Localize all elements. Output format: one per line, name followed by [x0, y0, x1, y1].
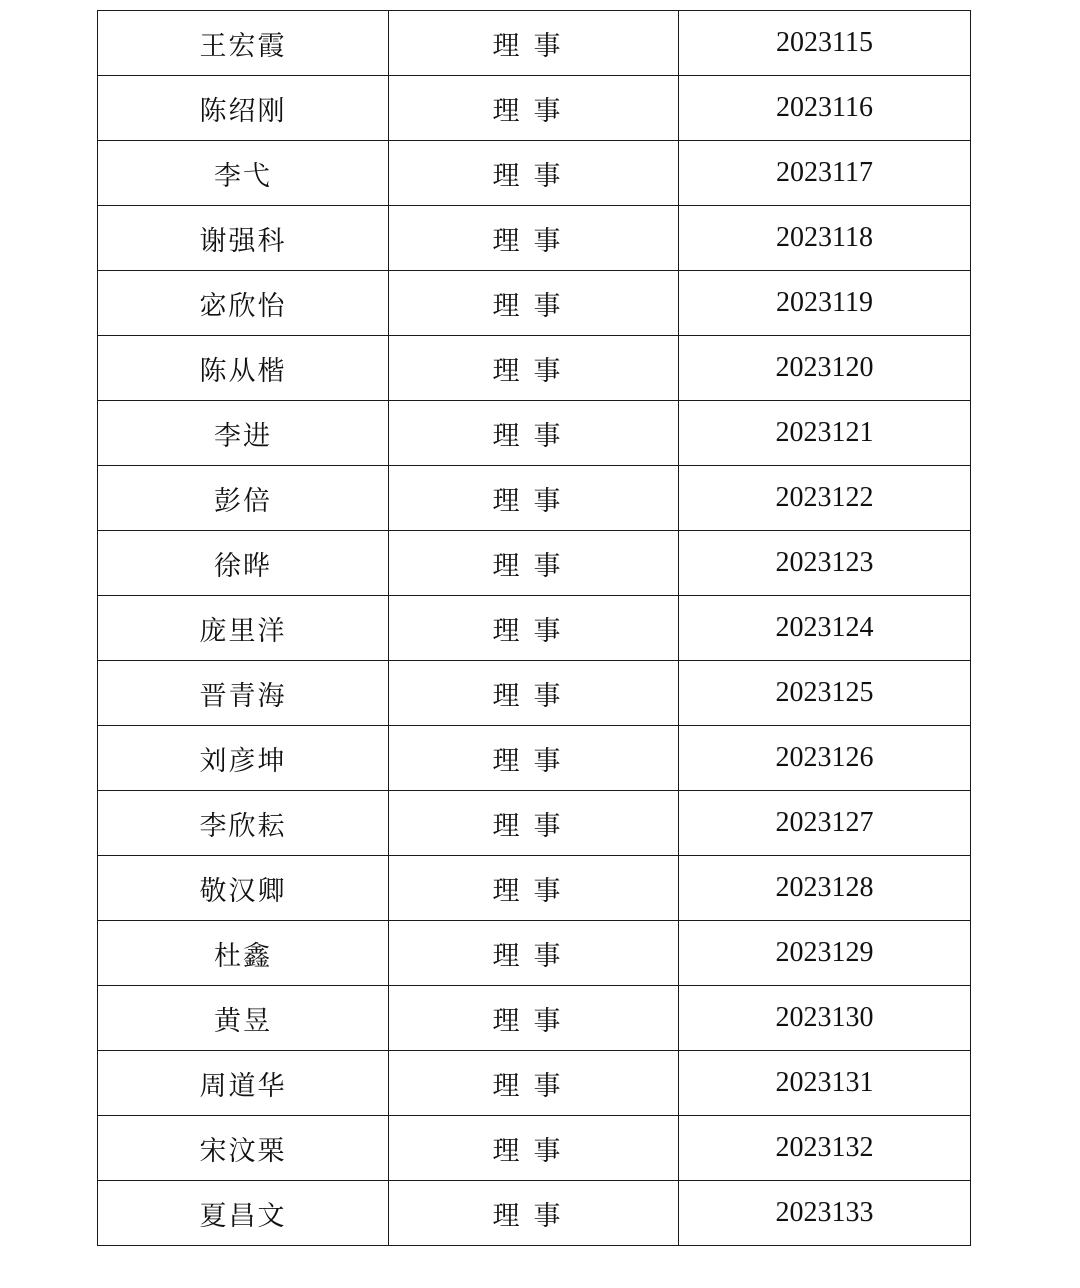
- member-id-cell: 2023125: [679, 661, 971, 726]
- member-name-cell: 夏昌文: [98, 1181, 389, 1246]
- member-id-cell: 2023117: [679, 141, 971, 206]
- member-role-cell: 理事: [389, 401, 679, 466]
- member-role-cell: 理事: [389, 1051, 679, 1116]
- member-id-cell: 2023115: [679, 11, 971, 76]
- member-role-cell: 理事: [389, 11, 679, 76]
- member-name-cell: 周道华: [98, 1051, 389, 1116]
- member-role-cell: 理事: [389, 271, 679, 336]
- member-role-cell: 理事: [389, 531, 679, 596]
- member-name-cell: 彭倍: [98, 466, 389, 531]
- member-name-cell: 宓欣怡: [98, 271, 389, 336]
- table-row: [98, 141, 971, 206]
- member-role-cell: 理事: [389, 921, 679, 986]
- member-name-cell: 黄昱: [98, 986, 389, 1051]
- table-row: [98, 1051, 971, 1116]
- member-id-cell: 2023121: [679, 401, 971, 466]
- table-row: [98, 1181, 971, 1246]
- table-row: [98, 921, 971, 986]
- member-role-cell: 理事: [389, 76, 679, 141]
- member-id-cell: 2023120: [679, 336, 971, 401]
- member-role-cell: 理事: [389, 986, 679, 1051]
- table-row: [98, 791, 971, 856]
- member-role-cell: 理事: [389, 596, 679, 661]
- table-row: [98, 726, 971, 791]
- member-name-cell: 杜鑫: [98, 921, 389, 986]
- member-role-cell: 理事: [389, 661, 679, 726]
- member-id-cell: 2023129: [679, 921, 971, 986]
- member-name-cell: 王宏霞: [98, 11, 389, 76]
- member-id-cell: 2023122: [679, 466, 971, 531]
- member-role-cell: 理事: [389, 726, 679, 791]
- member-name-cell: 刘彦坤: [98, 726, 389, 791]
- member-id-cell: 2023128: [679, 856, 971, 921]
- member-name-cell: 宋汶栗: [98, 1116, 389, 1181]
- table-row: [98, 401, 971, 466]
- member-role-cell: 理事: [389, 141, 679, 206]
- member-name-cell: 晋青海: [98, 661, 389, 726]
- table-row: [98, 76, 971, 141]
- member-name-cell: 敬汉卿: [98, 856, 389, 921]
- member-id-cell: 2023126: [679, 726, 971, 791]
- table-row: [98, 336, 971, 401]
- member-id-cell: 2023131: [679, 1051, 971, 1116]
- member-name-cell: 庞里洋: [98, 596, 389, 661]
- member-id-cell: 2023133: [679, 1181, 971, 1246]
- member-id-cell: 2023132: [679, 1116, 971, 1181]
- table-row: [98, 1116, 971, 1181]
- member-name-cell: 李弋: [98, 141, 389, 206]
- member-id-cell: 2023119: [679, 271, 971, 336]
- table-row: [98, 11, 971, 76]
- table-row: [98, 856, 971, 921]
- table-row: [98, 596, 971, 661]
- member-role-cell: 理事: [389, 206, 679, 271]
- table-row: [98, 271, 971, 336]
- member-role-cell: 理事: [389, 856, 679, 921]
- member-table: [97, 10, 971, 1246]
- member-name-cell: 李进: [98, 401, 389, 466]
- table-row: [98, 661, 971, 726]
- member-name-cell: 谢强科: [98, 206, 389, 271]
- member-table-body: [98, 11, 971, 1246]
- table-row: [98, 206, 971, 271]
- table-row: [98, 986, 971, 1051]
- table-row: [98, 466, 971, 531]
- member-name-cell: 徐晔: [98, 531, 389, 596]
- member-id-cell: 2023123: [679, 531, 971, 596]
- member-role-cell: 理事: [389, 336, 679, 401]
- table-row: [98, 531, 971, 596]
- member-id-cell: 2023130: [679, 986, 971, 1051]
- member-role-cell: 理事: [389, 1181, 679, 1246]
- member-role-cell: 理事: [389, 791, 679, 856]
- member-role-cell: 理事: [389, 466, 679, 531]
- member-name-cell: 陈从楷: [98, 336, 389, 401]
- member-id-cell: 2023124: [679, 596, 971, 661]
- member-role-cell: 理事: [389, 1116, 679, 1181]
- member-name-cell: 陈绍刚: [98, 76, 389, 141]
- member-name-cell: 李欣耘: [98, 791, 389, 856]
- member-id-cell: 2023116: [679, 76, 971, 141]
- member-id-cell: 2023118: [679, 206, 971, 271]
- member-id-cell: 2023127: [679, 791, 971, 856]
